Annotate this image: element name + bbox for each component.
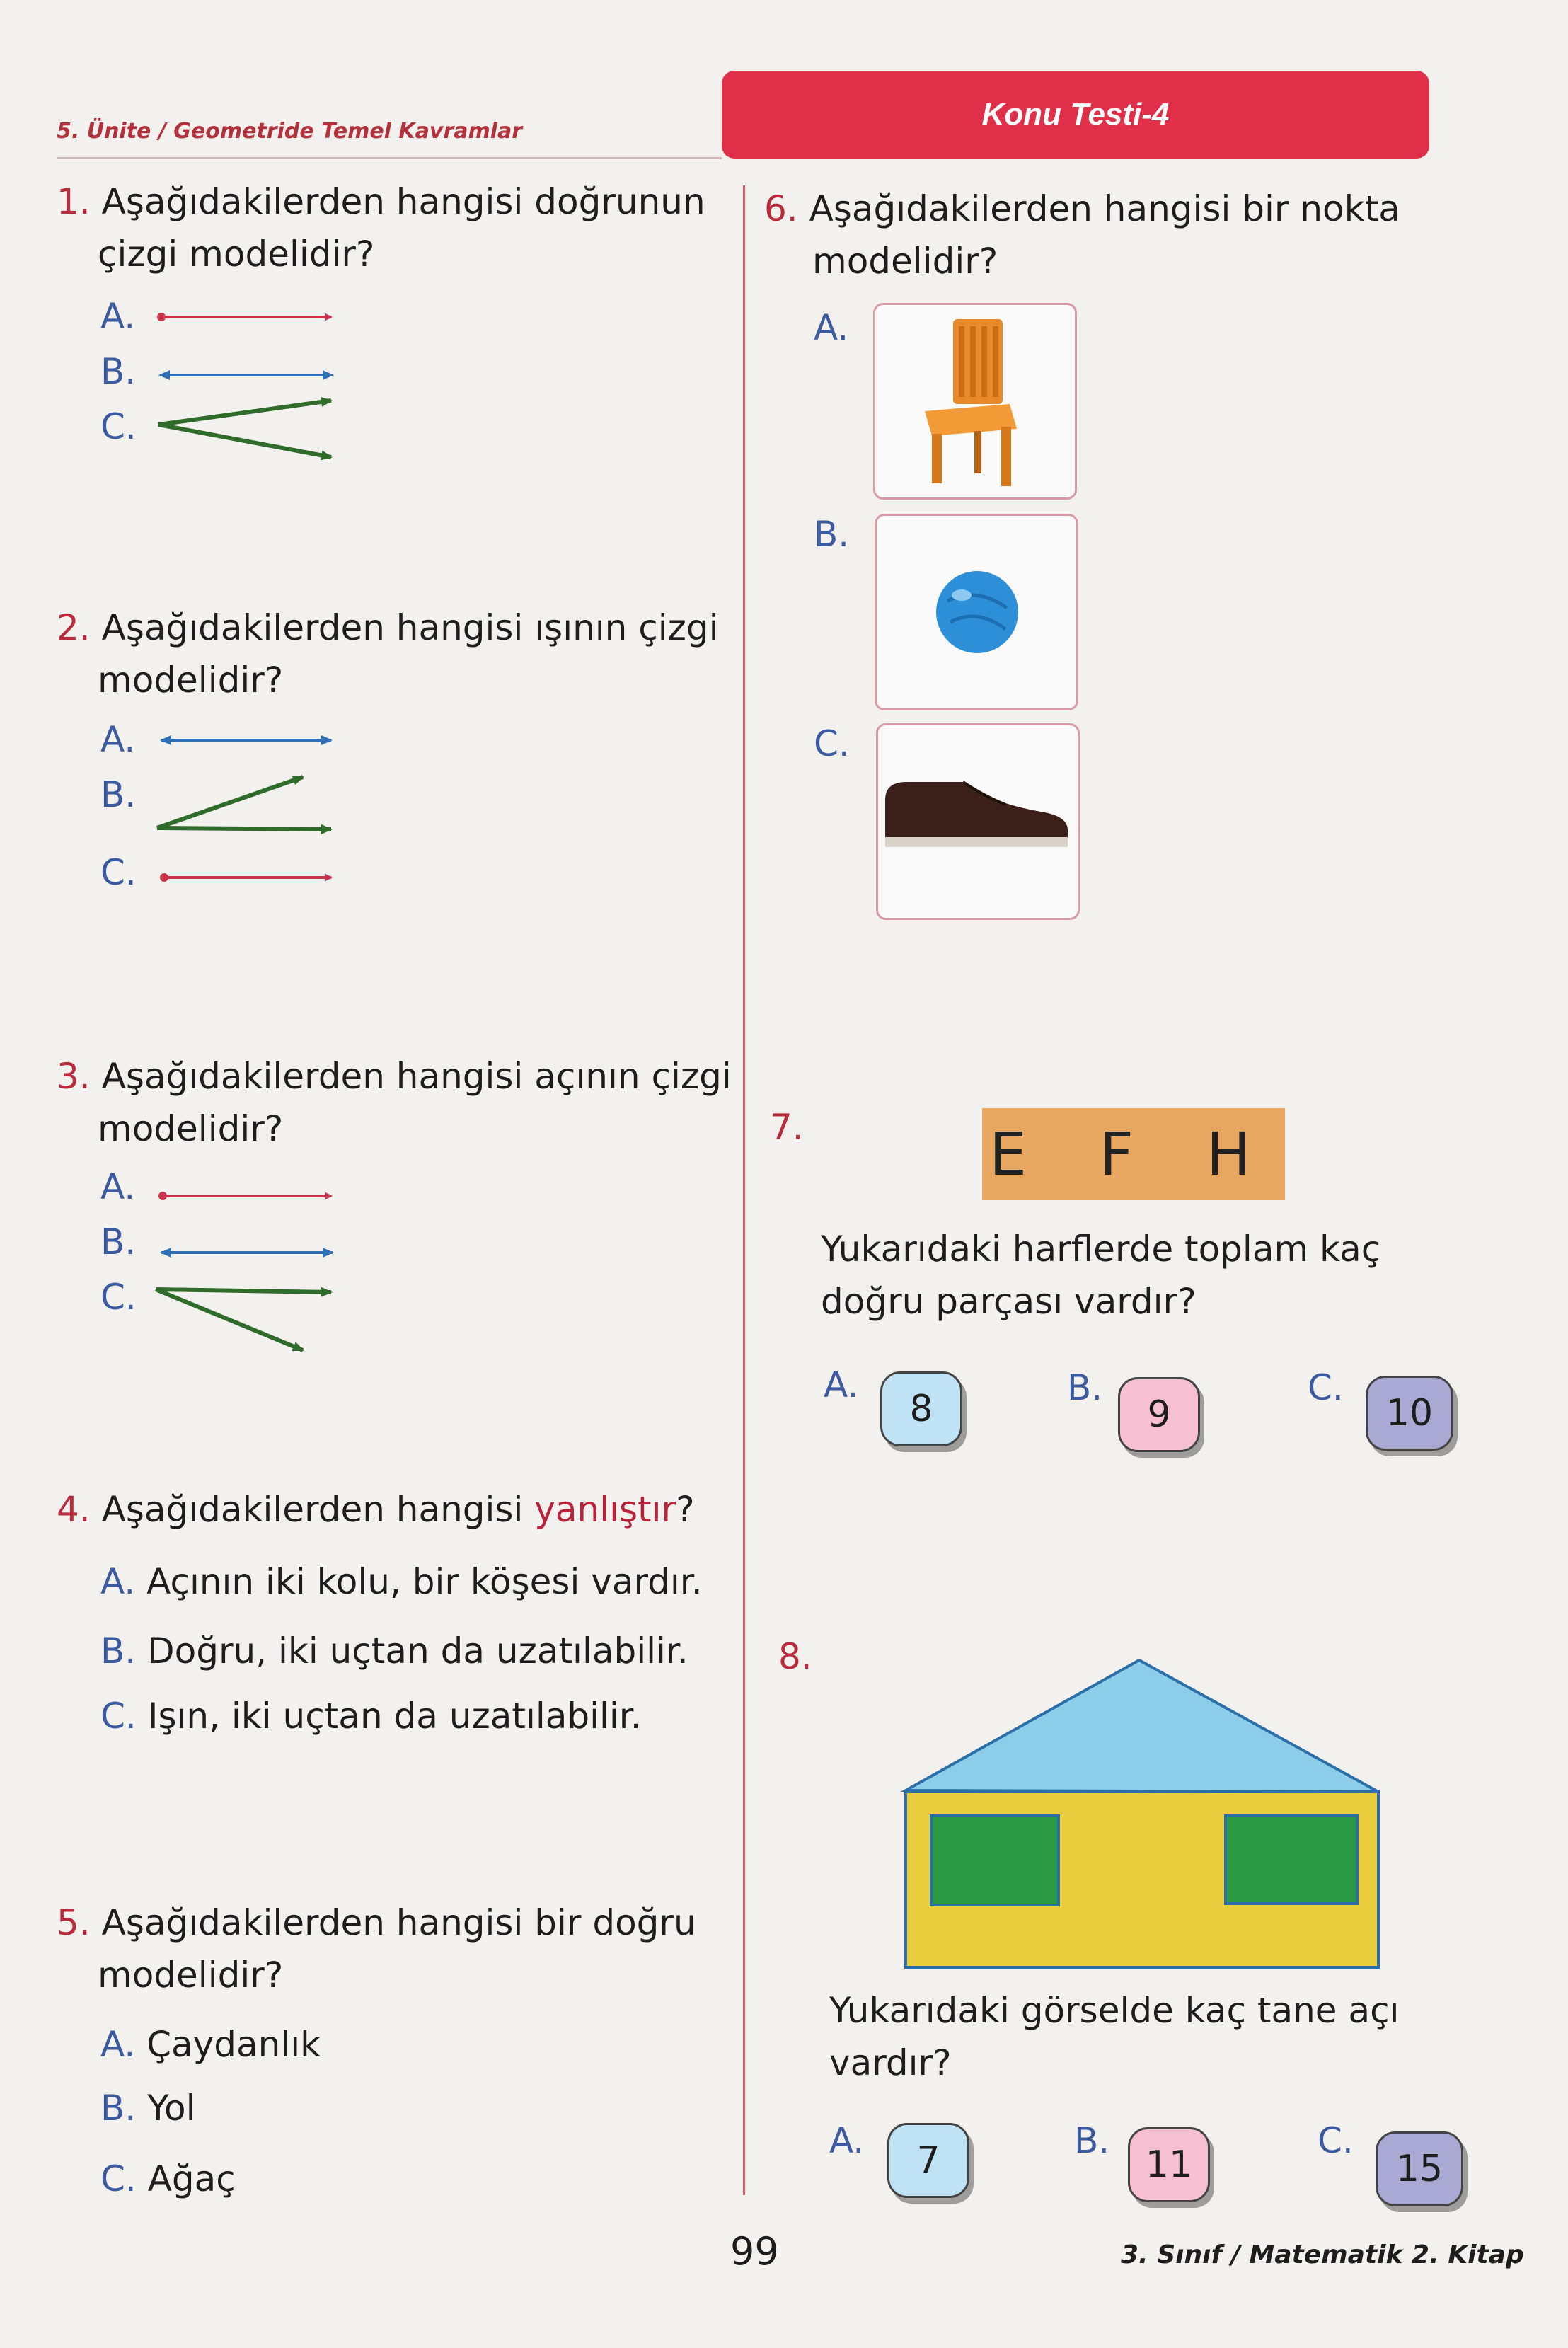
option-c[interactable]: C. Ağaç	[100, 2158, 236, 2199]
option-c-label[interactable]: C.	[1308, 1367, 1344, 1408]
option-a[interactable]: A.	[100, 296, 136, 337]
question-text: çizgi modelidir?	[98, 234, 375, 275]
right-window	[1226, 1816, 1357, 1904]
angle-arm-lower	[158, 425, 331, 457]
column-divider	[743, 185, 745, 2195]
option-b[interactable]: B.	[100, 351, 137, 392]
option-b[interactable]: B.	[100, 774, 137, 815]
roof-triangle	[906, 1660, 1378, 1792]
question-text: Aşağıdakilerden hangisi bir nokta	[809, 188, 1400, 229]
option-b-value[interactable]: 11	[1128, 2127, 1210, 2202]
option-a[interactable]: A. Açının iki kolu, bir köşesi vardır.	[100, 1561, 703, 1602]
option-a-label[interactable]: A.	[829, 2120, 865, 2161]
q3-line-models	[142, 1168, 354, 1366]
option-b[interactable]: B.	[100, 1221, 137, 1262]
option-a-value[interactable]: 8	[880, 1371, 962, 1446]
option-a-value[interactable]: 7	[887, 2123, 969, 2198]
question-1	[57, 175, 722, 280]
angle-arm-upper	[157, 777, 303, 828]
question-text: modelidir?	[98, 1108, 284, 1149]
option-c-card[interactable]	[876, 723, 1080, 920]
question-text: vardır?	[829, 2042, 952, 2083]
question-6	[764, 183, 1472, 287]
option-c-value[interactable]: 15	[1376, 2131, 1463, 2206]
endpoint-dot	[157, 313, 166, 321]
angle-arm-upper	[158, 401, 331, 425]
option-c[interactable]: C.	[100, 406, 137, 447]
option-b-card[interactable]	[875, 514, 1078, 710]
question-highlight: yanlıştır	[534, 1489, 676, 1530]
option-c-label[interactable]: C.	[1318, 2120, 1354, 2161]
ball-icon	[877, 516, 1076, 708]
q1-line-models	[142, 297, 354, 467]
option-b-label[interactable]: B.	[1067, 1367, 1103, 1408]
option-a[interactable]: A.	[814, 307, 849, 348]
angle-arm-upper	[156, 1289, 331, 1292]
q2-line-models	[142, 715, 354, 913]
question-number: 2.	[57, 607, 91, 648]
question-number-7: 7.	[770, 1107, 804, 1148]
unit-title: 5. Ünite / Geometride Temel Kavramlar	[57, 119, 523, 144]
question-8-text	[829, 1984, 1466, 2089]
question-text: modelidir?	[812, 241, 998, 282]
test-title: Konu Testi-4	[722, 71, 1429, 159]
option-a[interactable]: A. Çaydanlık	[100, 2024, 321, 2065]
option-b[interactable]: B.	[814, 514, 850, 555]
option-a-card[interactable]	[873, 303, 1077, 500]
book-title: 3. Sınıf / Matematik 2. Kitap	[1121, 2240, 1524, 2269]
angle-arm-lower	[156, 1289, 303, 1350]
option-a-label[interactable]: A.	[824, 1364, 859, 1405]
house-figure	[899, 1649, 1394, 1981]
endpoint-dot	[160, 873, 168, 882]
endpoint-dot	[158, 1192, 167, 1200]
option-c[interactable]: C.	[814, 723, 850, 764]
question-text: modelidir?	[98, 660, 284, 701]
chair-icon	[875, 305, 1075, 497]
header-rule	[57, 157, 722, 159]
option-b-value[interactable]: 9	[1118, 1377, 1200, 1452]
question-text: Aşağıdakilerden hangisi doğrunun	[101, 181, 705, 222]
option-a[interactable]: A.	[100, 1166, 136, 1207]
question-number-8: 8.	[778, 1636, 812, 1677]
question-text: Aşağıdakilerden hangisi ışının çizgi	[101, 607, 719, 648]
angle-arm-lower	[157, 828, 331, 829]
question-number: 3.	[57, 1056, 91, 1097]
question-2	[57, 602, 736, 706]
question-mark: ?	[676, 1489, 695, 1530]
question-number: 5.	[57, 1902, 91, 1943]
page-number: 99	[730, 2229, 779, 2274]
option-b[interactable]: B. Yol	[100, 2088, 196, 2129]
left-window	[931, 1816, 1059, 1905]
question-7-text	[821, 1223, 1472, 1328]
option-c[interactable]: C. Işın, iki uçtan da uzatılabilir.	[100, 1696, 642, 1737]
letters-box: E F H	[982, 1108, 1285, 1200]
option-b[interactable]: B. Doğru, iki uçtan da uzatılabilir.	[100, 1630, 688, 1671]
question-text: Yukarıdaki görselde kaç tane açı	[829, 1990, 1400, 2031]
question-text: Aşağıdakilerden hangisi	[101, 1489, 524, 1530]
question-5	[57, 1897, 736, 2001]
question-number: 1.	[57, 181, 91, 222]
question-number: 4.	[57, 1489, 91, 1530]
question-number: 6.	[764, 188, 798, 229]
shoe-icon	[878, 725, 1078, 918]
question-text: doğru parçası vardır?	[821, 1281, 1197, 1322]
question-text: Yukarıdaki harflerde toplam kaç	[821, 1228, 1381, 1270]
option-c-value[interactable]: 10	[1366, 1376, 1453, 1451]
option-c[interactable]: C.	[100, 1277, 137, 1318]
option-b-label[interactable]: B.	[1074, 2120, 1110, 2161]
option-a[interactable]: A.	[100, 719, 136, 760]
option-c[interactable]: C.	[100, 852, 137, 893]
question-text: modelidir?	[98, 1955, 284, 1996]
question-text: Aşağıdakilerden hangisi açının çizgi	[101, 1056, 732, 1097]
question-4	[57, 1483, 736, 1536]
question-text: Aşağıdakilerden hangisi bir doğru	[101, 1902, 696, 1943]
question-3	[57, 1050, 736, 1155]
